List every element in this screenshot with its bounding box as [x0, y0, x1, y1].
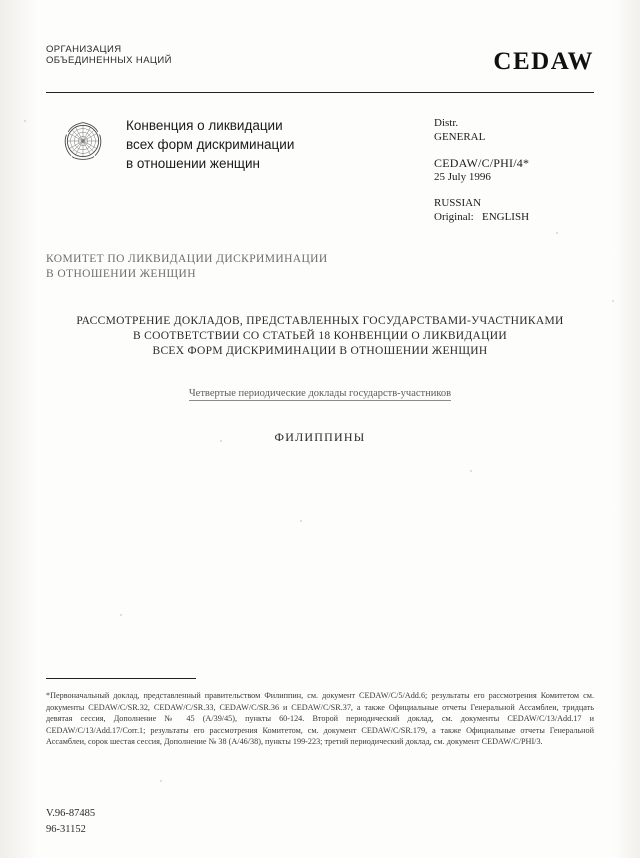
page-title [46, 314, 594, 359]
scan-speck [24, 120, 26, 122]
un-emblem-icon [60, 118, 106, 164]
cedaw-logo: CEDAW [493, 48, 594, 75]
masthead [46, 112, 594, 224]
country-name: ФИЛИППИНЫ [274, 430, 366, 444]
main-title-line-3: ВСЕХ ФОРМ ДИСКРИМИНАЦИИ В ОТНОШЕНИИ ЖЕНЩИН [152, 345, 488, 357]
scan-speck [120, 614, 122, 616]
original-value: ENGLISH [481, 211, 530, 223]
committee-line-1: КОМИТЕТ ПО ЛИКВИДАЦИИ ДИСКРИМИНАЦИИ [46, 253, 328, 265]
convention-title-line-1: Конвенция о ликвидации [126, 118, 283, 133]
convention-title-line-3: в отношении женщин [126, 156, 261, 171]
document-symbol: CEDAW/C/PHI/4* [434, 156, 530, 170]
header-divider [46, 92, 594, 93]
document-language: RUSSIAN [434, 197, 482, 209]
original-label: Original: [434, 211, 474, 223]
convention-title [126, 116, 356, 173]
scan-speck [300, 520, 302, 522]
scan-speck [612, 300, 614, 302]
main-title-line-2: В СООТВЕТСТВИИ СО СТАТЬЕЙ 18 КОНВЕНЦИИ О ЛИКВИДАЦИИ [133, 330, 507, 342]
scan-edge-right [614, 0, 640, 858]
document-codes [46, 806, 95, 838]
document-header [46, 44, 594, 76]
committee-line-2: В ОТНОШЕНИИ ЖЕНЩИН [46, 268, 196, 280]
convention-title-line-2: всех форм дискриминации [126, 137, 295, 152]
distribution-block [434, 116, 594, 224]
scan-speck [470, 470, 472, 472]
report-subtitle-text: Четвертые периодические доклады государств-участников [188, 388, 452, 399]
scan-speck [160, 780, 162, 782]
footnote-divider [46, 678, 196, 679]
organization-name [46, 44, 172, 66]
organization-line-1: ОРГАНИЗАЦИЯ [46, 44, 122, 55]
organization-line-2: ОБЪЕДИНЕННЫХ НАЦИЙ [46, 55, 172, 66]
main-title-line-1: РАССМОТРЕНИЕ ДОКЛАДОВ, ПРЕДСТАВЛЕННЫХ ГОСУДАРСТВАМИ-УЧАСТНИКАМИ [76, 315, 564, 327]
document-original [434, 210, 594, 224]
footnote-text: *Первоначальный доклад, представленный правительством Филиппин, см. документ CEDAW/C/5/Add.6; результаты его рассмотрения Комитетом см. документы CEDAW/C/SR.32, CEDAW/C/SR.33, CEDAW/C/SR.36 и CEDAW/C/SR.37, а также Официальные отчеты Генеральной Ассамблеи, тридцать девятая сессия, Дополнение № 45 (A/39/45), пункты 60-124. Второй периодический доклад, см. документы CEDAW/C/13/Add.17 и CEDAW/C/13/Add.17/Corr.1; результаты его рассмотрения Комитетом, см. документ CEDAW/C/SR.179, а также Официальные отчеты Генеральной Ассамблеи, сорок шестая сессия, Дополнение № 38 (A/46/38), пункты 199-223; третий периодический доклад, см. документ CEDAW/C/PHI/3. [46, 691, 594, 746]
scan-speck [556, 232, 558, 234]
distribution-value: GENERAL [434, 131, 486, 143]
report-subtitle [46, 388, 594, 399]
distribution-label: Distr. [434, 117, 459, 129]
committee-heading [46, 252, 594, 282]
scan-edge-left [0, 0, 38, 858]
document-date: 25 July 1996 [434, 171, 491, 183]
doc-code-1: V.96-87485 [46, 808, 96, 819]
doc-code-2: 96-31152 [46, 824, 86, 835]
